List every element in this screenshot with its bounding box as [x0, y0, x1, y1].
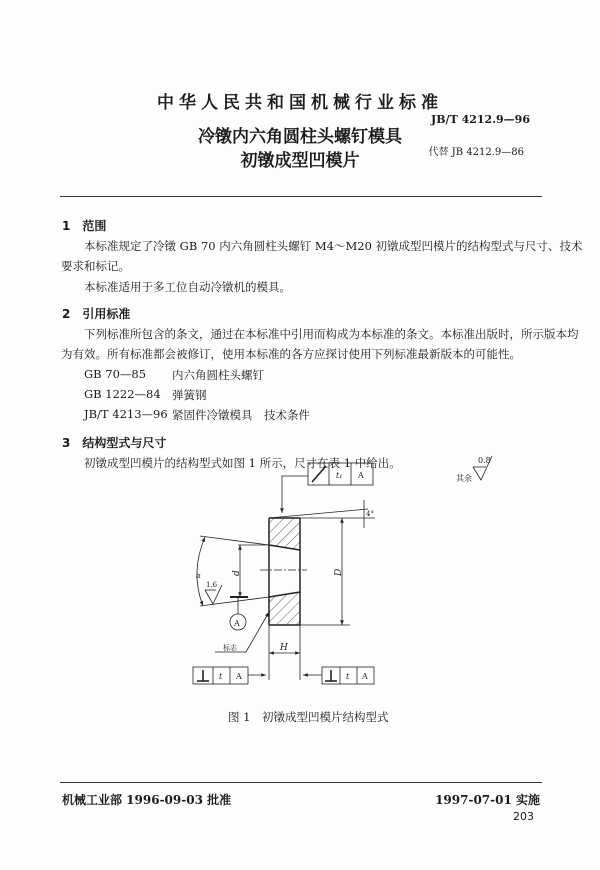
- ref-code: JB/T 4213—96: [84, 407, 168, 421]
- fcf-top-tolerance: t₁: [336, 471, 343, 480]
- ref-title: 紧固件冷镦模具 技术条件: [172, 408, 310, 422]
- effective-date: 1997-07-01 实施: [435, 793, 540, 807]
- fcf-top-datum: A: [358, 471, 364, 480]
- ref-code: GB 1222—84: [84, 387, 161, 401]
- roughness-bore-value: 1.6: [206, 581, 218, 589]
- section-1-paragraph-cont: 要求和标记。: [61, 259, 130, 273]
- fcf-left-tolerance: t: [219, 672, 223, 681]
- fcf-left-datum: A: [236, 672, 242, 681]
- replaces-standard: 代替 JB 4212.9—86: [428, 147, 524, 158]
- angle-label: 4°: [366, 510, 374, 518]
- perpendicularity-icon: [197, 670, 337, 681]
- section-3-paragraph: 初镦成型凹模片的结构型式如图 1 所示，尺寸在表 1 中给出。: [84, 456, 401, 470]
- dim-H: H: [280, 643, 288, 653]
- ref-code: GB 70—85: [84, 367, 147, 381]
- document-title-line2: 初镦成型凹模片: [240, 151, 360, 171]
- roughness-rest-value: 0.8: [478, 456, 491, 465]
- dim-alpha: α: [196, 572, 201, 580]
- section-2-paragraph: 下列标准所包含的条文，通过在本标准中引用而构成为本标准的条文。本标准出版时，所示版本均: [84, 327, 579, 341]
- section-2-heading: 2 引用标准: [62, 307, 131, 321]
- section-1-paragraph: 本标准规定了冷镦 GB 70 内六角圆柱头螺钉 M4～M20 初镦成型凹模片的结构型式与尺寸、技术: [84, 239, 583, 253]
- section-1-scope: 本标准适用于多工位自动冷镦机的模具。: [84, 280, 291, 294]
- issuing-organization: 中华人民共和国机械行业标准: [157, 93, 443, 113]
- standard-number: JB/T 4212.9—96: [431, 113, 530, 126]
- dim-d: d: [232, 570, 242, 576]
- fcf-right-datum: A: [362, 672, 368, 681]
- ref-title: 内六角圆柱头螺钉: [172, 368, 264, 382]
- fcf-right-tolerance: t: [346, 672, 350, 681]
- section-2-paragraph-cont: 为有效。所有标准都会被修订，使用本标准的各方应探讨使用下列标准最新版本的可能性。: [61, 347, 521, 361]
- approval-date: 机械工业部 1996-09-03 批准: [62, 793, 232, 807]
- ref-title: 弹簧钢: [172, 388, 207, 402]
- page-number: 203: [513, 810, 534, 823]
- document-title-line1: 冷镦内六角圆柱头螺钉模具: [198, 127, 402, 147]
- figure-caption: 图 1 初镦成型凹模片结构型式: [228, 710, 389, 724]
- section-3-heading: 3 结构型式与尺寸: [62, 436, 167, 450]
- datum-a-label: A: [234, 619, 240, 628]
- section-1-heading: 1 范围: [62, 219, 107, 233]
- footer-divider: [60, 782, 542, 783]
- roughness-rest-label: 其余: [456, 474, 472, 483]
- runout-icon: [312, 466, 326, 482]
- dim-D: D: [334, 568, 344, 576]
- marking-label: 标志: [223, 644, 237, 652]
